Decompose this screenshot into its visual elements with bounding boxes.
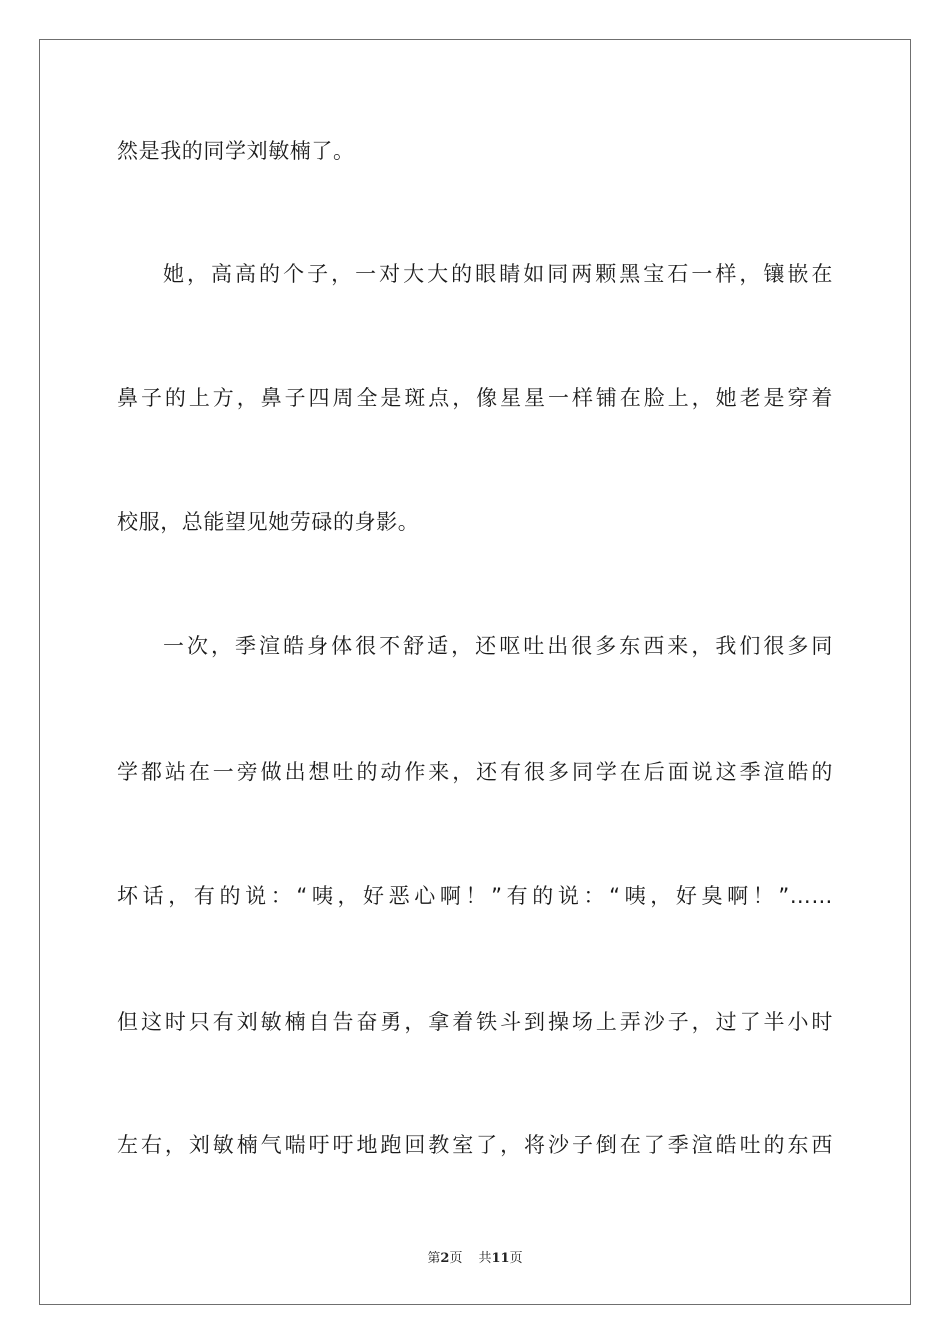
total-suffix: 页	[509, 1251, 523, 1266]
paragraph-line: 坏话，有的说：“咦，好恶心啊！”有的说：“咦，好臭啊！”……	[117, 884, 833, 908]
total-pages: 11	[491, 1251, 510, 1266]
page-border	[39, 39, 911, 1305]
page-suffix: 页	[449, 1251, 463, 1266]
page-number: 2	[440, 1251, 450, 1266]
paragraph-line: 但这时只有刘敏楠自告奋勇，拿着铁斗到操场上弄沙子，过了半小时	[117, 1010, 833, 1034]
total-prefix: 共	[478, 1251, 492, 1266]
paragraph-line: 一次，季渲皓身体很不舒适，还呕吐出很多东西来，我们很多同	[163, 634, 833, 658]
paragraph-line: 她，高高的个子，一对大大的眼睛如同两颗黑宝石一样，镶嵌在	[163, 262, 833, 286]
page-footer	[0, 1247, 950, 1266]
page-prefix: 第	[427, 1251, 441, 1266]
paragraph-line: 鼻子的上方，鼻子四周全是斑点，像星星一样铺在脸上，她老是穿着	[117, 386, 833, 410]
paragraph-line: 左右，刘敏楠气喘吁吁地跑回教室了，将沙子倒在了季渲皓吐的东西	[117, 1133, 833, 1157]
paragraph-line: 校服，总能望见她劳碌的身影。	[117, 510, 420, 534]
paragraph-line: 学都站在一旁做出想吐的动作来，还有很多同学在后面说这季渲皓的	[117, 760, 833, 784]
paragraph-line: 然是我的同学刘敏楠了。	[117, 139, 355, 163]
